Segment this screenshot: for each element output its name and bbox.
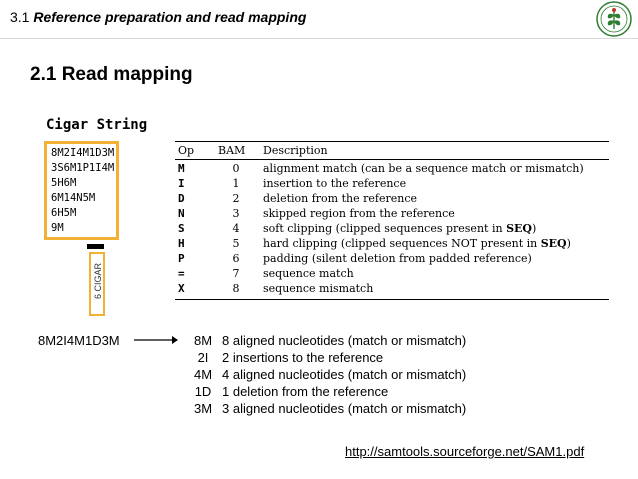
bam-code: 3 <box>232 207 240 220</box>
bam-code: 2 <box>232 192 240 205</box>
example-part-text: 8 aligned nucleotides (match or mismatch) <box>222 333 467 348</box>
cigar-string-box <box>44 141 119 240</box>
slide-title: 2.1 Read mapping <box>30 64 193 85</box>
example-cigar: 8M2I4M1D3M <box>38 333 120 348</box>
bam-code: 4 <box>232 222 240 235</box>
example-part-code: 8M <box>193 333 213 348</box>
bam-code: 6 <box>232 252 240 265</box>
cigar-string-line: 6H5M <box>51 207 77 219</box>
op-code: I <box>178 177 185 190</box>
op-description: sequence match <box>263 267 354 280</box>
bam-code: 5 <box>232 237 240 250</box>
example-part-code: 2I <box>197 350 209 365</box>
example-part-text: 1 deletion from the reference <box>222 384 389 399</box>
op-description: alignment match (can be a sequence match or mismatch) <box>263 162 584 175</box>
bam-code: 0 <box>232 162 240 175</box>
op-code: P <box>178 252 185 265</box>
op-description-text: ) <box>531 222 537 235</box>
op-description: deletion from the reference <box>263 192 417 205</box>
cigar-string-line: 8M2I4M1D3M <box>51 147 115 159</box>
op-description-text: soft clipping (clipped sequences present in <box>263 222 507 235</box>
source-link[interactable]: http://samtools.sourceforge.net/SAM1.pdf <box>345 444 585 459</box>
bam-code: 7 <box>232 267 240 280</box>
cigar-string-label: Cigar String <box>46 117 148 133</box>
column-marker <box>87 244 104 249</box>
op-description <box>263 222 536 235</box>
header-title <box>10 9 306 25</box>
example-part-text: 3 aligned nucleotides (match or mismatch) <box>222 401 467 416</box>
cigar-string-line: 9M <box>51 222 64 234</box>
op-description: sequence mismatch <box>263 282 374 295</box>
op-description-text: hard clipping (clipped sequences NOT present in <box>263 237 541 250</box>
cigar-string-line: 5H6M <box>51 177 77 189</box>
bam-code: 1 <box>232 177 240 190</box>
cigar-column-label-box <box>89 252 105 316</box>
op-code: X <box>178 282 185 295</box>
op-code: = <box>178 267 185 280</box>
op-code: H <box>178 237 185 250</box>
table-header-rule <box>175 159 609 160</box>
table-top-rule <box>175 141 609 142</box>
example-part-code: 4M <box>193 367 213 382</box>
example-part-text: 2 insertions to the reference <box>222 350 384 365</box>
seq-keyword: SEQ <box>540 237 567 250</box>
example-part-text: 4 aligned nucleotides (match or mismatch) <box>222 367 467 382</box>
cigar-string-line: 3S6M1P1I4M <box>51 162 115 174</box>
bam-code: 8 <box>232 282 240 295</box>
op-description-text: ) <box>566 237 571 250</box>
arrow-right-icon <box>134 333 178 347</box>
example-part-code: 3M <box>193 401 213 416</box>
cigar-column-label: 6 CIGAR <box>93 263 103 300</box>
op-description: padding (silent deletion from padded reference) <box>263 252 532 265</box>
table-bottom-rule <box>175 299 609 300</box>
header-op: Op <box>178 144 195 157</box>
example-part-code: 1D <box>194 384 212 399</box>
section-number: 3.1 <box>10 9 30 25</box>
cigar-string-line: 6M14N5M <box>51 192 96 204</box>
op-description: skipped region from the reference <box>263 207 455 220</box>
op-code: M <box>178 162 185 175</box>
header-bam: BAM <box>218 144 246 157</box>
op-description <box>263 237 571 250</box>
section-header-text: Reference preparation and read mapping <box>33 9 307 25</box>
seq-keyword: SEQ <box>506 222 532 235</box>
op-description: insertion to the reference <box>263 177 407 190</box>
op-code: D <box>178 192 185 205</box>
header-description: Description <box>263 144 328 157</box>
botanical-seal-icon <box>596 1 632 37</box>
op-code: S <box>178 222 185 235</box>
op-code: N <box>178 207 185 220</box>
